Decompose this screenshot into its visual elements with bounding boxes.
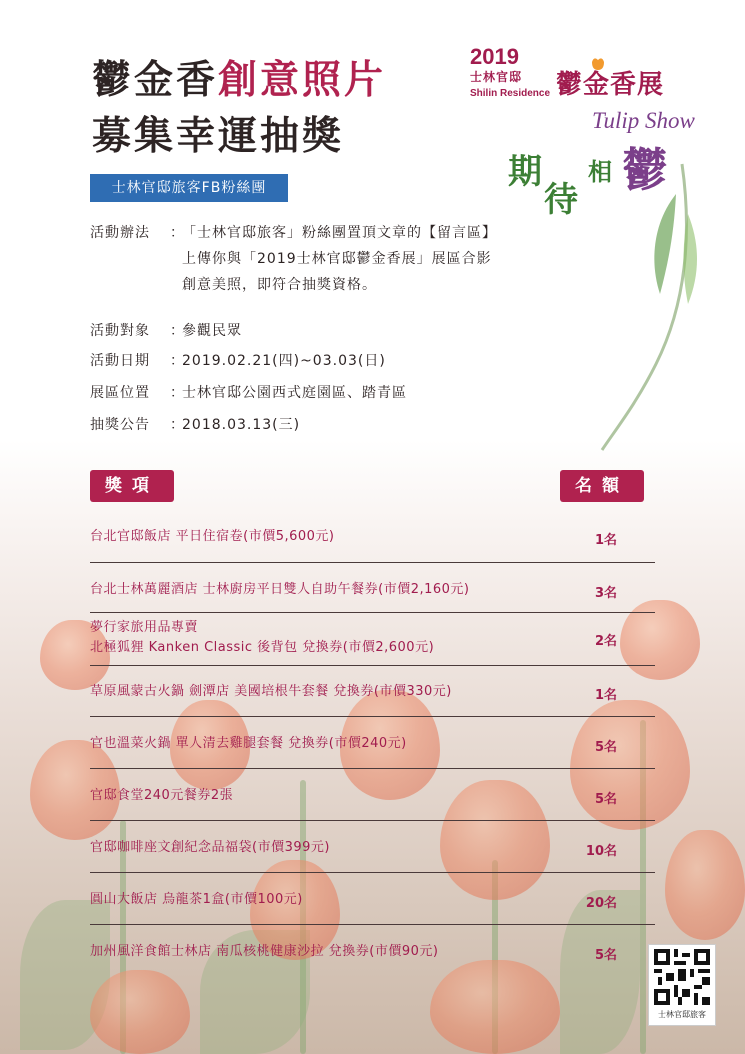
- method-line-2: 上傳你與「2019士林官邸鬱金香展」展區合影: [182, 251, 492, 267]
- list-item: [90, 924, 655, 976]
- logo-show-zh: 鬱金香展: [556, 70, 665, 100]
- list-item: [90, 612, 655, 666]
- info-announce: 抽獎公告 ：2018.03.13(三): [90, 417, 301, 433]
- prize-header: 獎項: [90, 470, 174, 502]
- info-date: 活動日期 ：2019.02.21(四)~03.03(日): [90, 353, 386, 369]
- prize-name: 官也溫菜火鍋 單人清去雞腿套餐 兌換券(市價240元): [90, 736, 407, 751]
- fb-group-tag: 士林官邸旅客FB粉絲團: [90, 174, 288, 202]
- slogan-char-4: 鬱: [622, 143, 668, 197]
- title-line-2: 募集幸運抽獎: [92, 113, 345, 159]
- prize-qty: 2名: [594, 634, 617, 649]
- prize-qty: 1名: [594, 688, 617, 703]
- title-part-b: 創意照片: [218, 57, 387, 103]
- logo-year: 2019: [470, 44, 519, 69]
- slogan-char-3: 相: [588, 157, 612, 186]
- prize-qty: 5名: [594, 792, 617, 807]
- qr-code[interactable]: [648, 944, 716, 1026]
- prize-name: 圓山大飯店 烏龍茶1盒(市價100元): [90, 892, 303, 907]
- page-title: [92, 52, 386, 164]
- prize-name: 台北官邸飯店 平日住宿卷(市價5,600元): [90, 529, 335, 544]
- info-value: 2018.03.13(三): [182, 417, 301, 433]
- logo-residence-zh: 士林官邸: [470, 70, 523, 84]
- prize-name: 北極狐狸 Kanken Classic 後背包 兌換券(市價2,600元): [90, 640, 435, 655]
- tulip-stem-icon: [596, 154, 706, 454]
- prize-name: 草原風蒙古火鍋 劍潭店 美國培根牛套餐 兌換券(市價330元): [90, 684, 452, 699]
- prize-qty: 5名: [594, 948, 617, 963]
- title-part-a: 鬱金香: [92, 57, 219, 103]
- prize-qty: 3名: [594, 586, 617, 601]
- qr-caption: 士林官邸旅客: [658, 1010, 706, 1019]
- list-item: [90, 716, 655, 769]
- prize-qty: 5名: [594, 740, 617, 755]
- qr-code-icon: [654, 949, 710, 1005]
- prize-name: 官邸食堂240元餐券2張: [90, 788, 234, 803]
- list-item: [90, 665, 655, 717]
- info-value: 2019.02.21(四)~03.03(日): [182, 353, 386, 369]
- info-value: 士林官邸公園西式庭園區、踏青區: [182, 385, 407, 401]
- slogan-char-2: 待: [544, 180, 578, 220]
- list-item: [90, 820, 655, 873]
- prize-qty: 1名: [594, 533, 617, 548]
- prize-name: 官邸咖啡座文創紀念品福袋(市價399元): [90, 840, 330, 855]
- info-method: 活動辦法 ：: [90, 222, 182, 242]
- method-line-1: 「士林官邸旅客」粉絲團置頂文章的【留言區】: [182, 225, 497, 241]
- info-target: 活動對象 ：參觀民眾: [90, 323, 242, 339]
- slogan-char-1: 期: [508, 152, 542, 192]
- prize-qty: 20名: [585, 896, 617, 911]
- method-line-3: 創意美照，即符合抽獎資格。: [182, 277, 377, 293]
- list-item: [90, 872, 655, 925]
- info-label: 活動辦法: [90, 225, 150, 241]
- tulip-show-logo: [466, 44, 716, 454]
- list-item: [90, 562, 655, 613]
- tulip-flower-icon: [590, 56, 606, 76]
- logo-show-en: Tulip Show: [592, 108, 695, 133]
- prize-name: 夢行家旅用品專賣: [90, 620, 199, 635]
- info-value: 參觀民眾: [182, 323, 242, 339]
- list-item: [90, 768, 655, 821]
- prize-name: 加州風洋食館士林店 南瓜核桃健康沙拉 兌換券(市價90元): [90, 944, 439, 959]
- logo-residence-en: Shilin Residence: [470, 88, 551, 99]
- info-area: 展區位置 ：士林官邸公園西式庭園區、踏青區: [90, 385, 407, 401]
- prize-qty: 10名: [585, 844, 617, 859]
- list-item: [90, 512, 655, 563]
- prize-name: 台北士林萬麗酒店 士林廚房平日雙人自助午餐券(市價2,160元): [90, 582, 470, 597]
- quota-header: 名額: [560, 470, 644, 502]
